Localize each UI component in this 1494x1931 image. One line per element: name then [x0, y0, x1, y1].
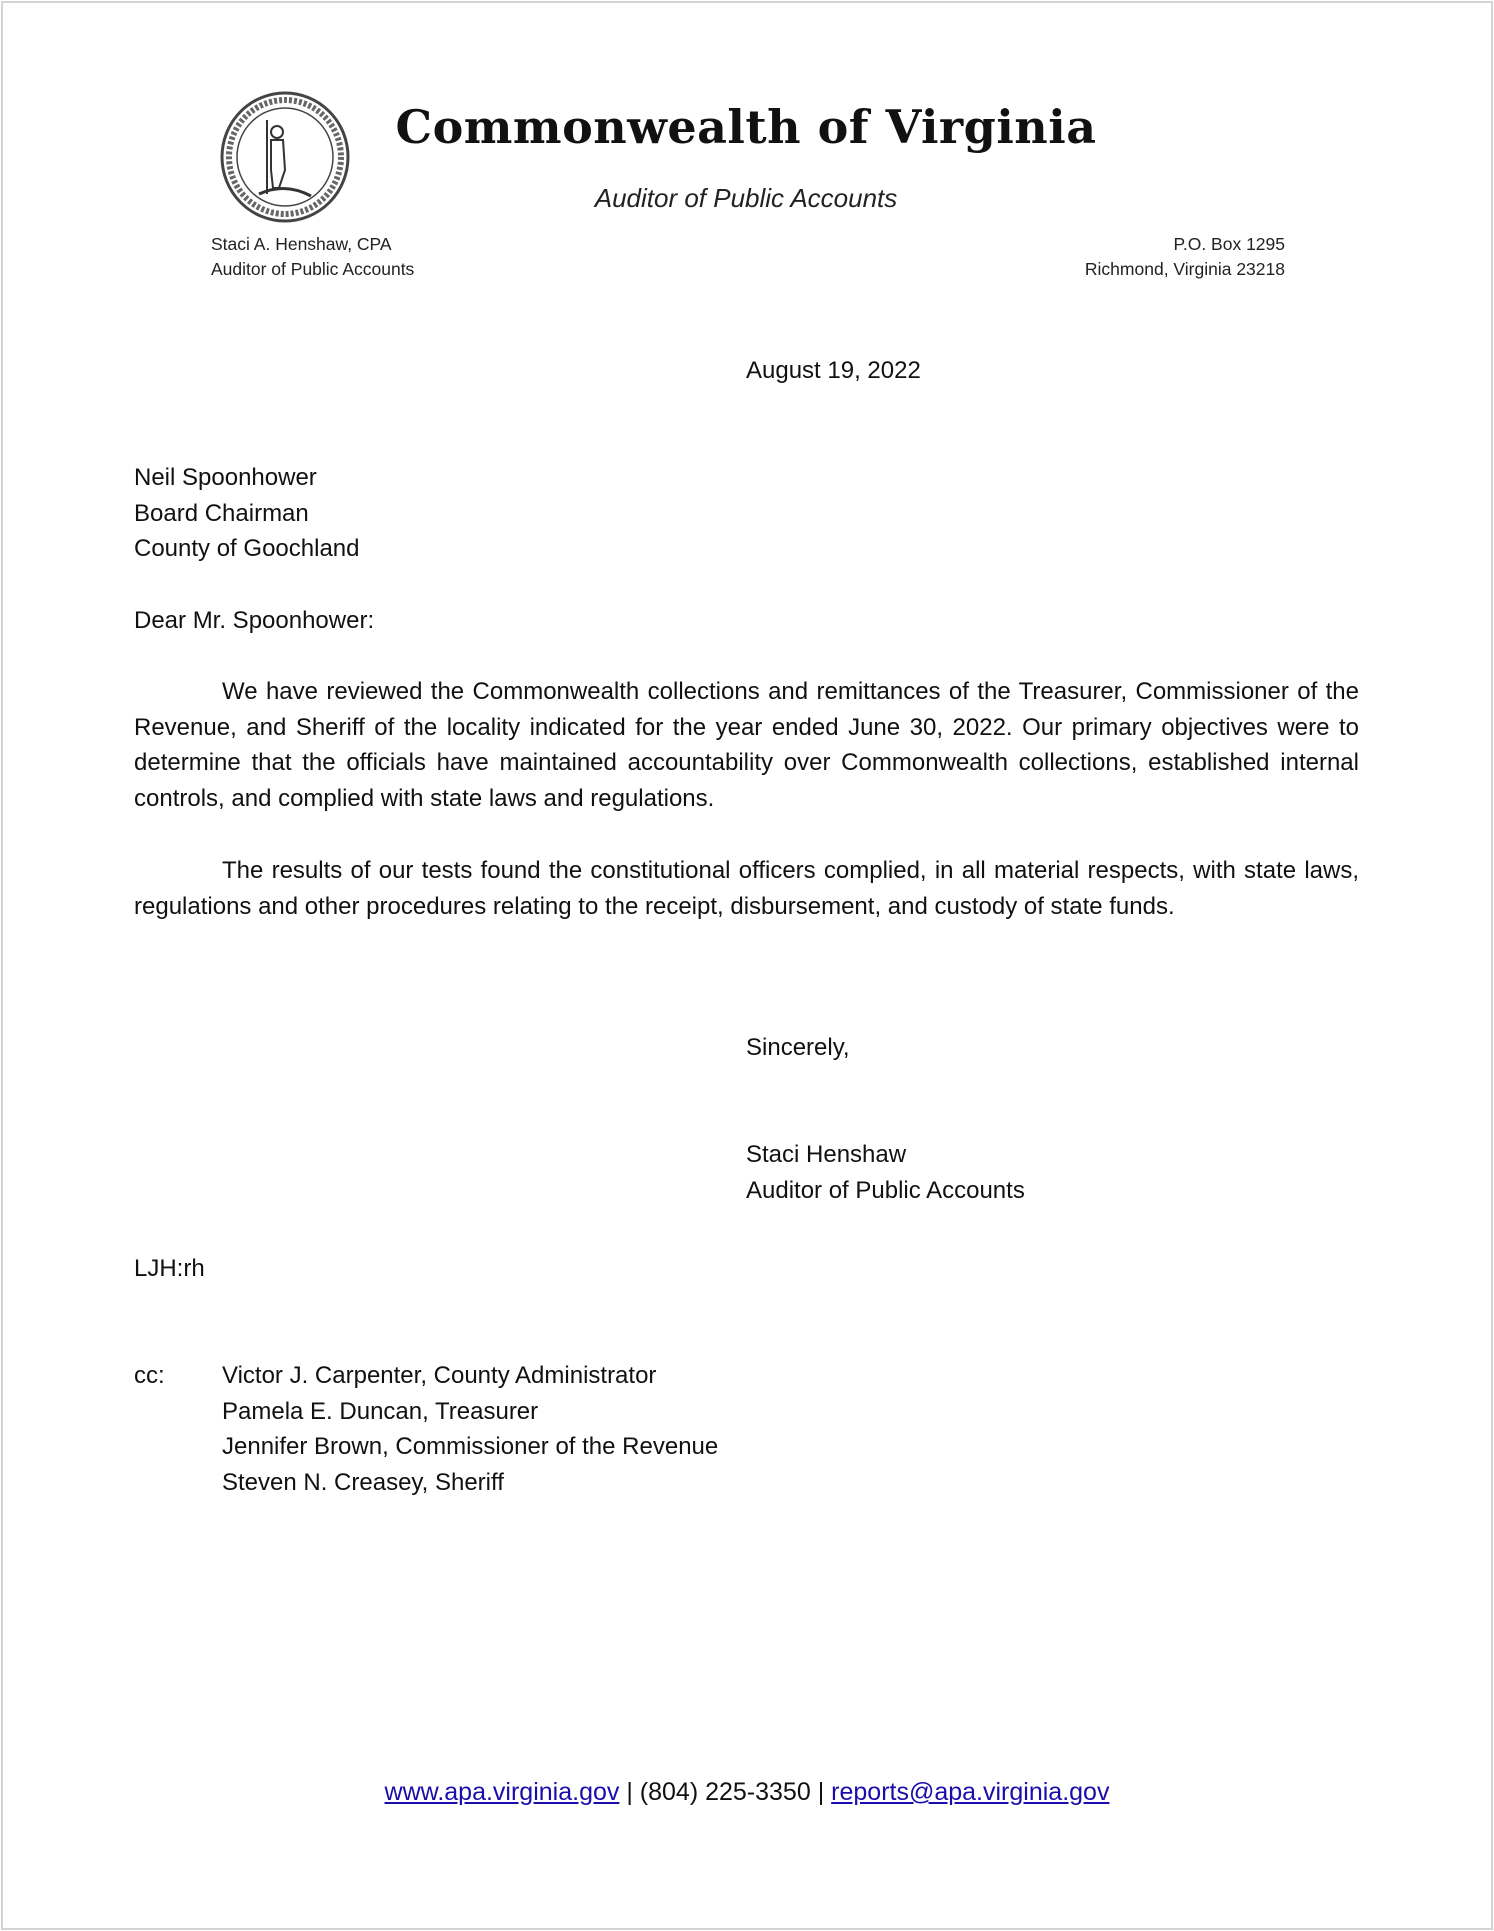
- virginia-seal-icon: [219, 90, 351, 224]
- page-border: [1, 1, 1493, 1930]
- letter-date: August 19, 2022: [746, 357, 921, 384]
- cc-item: Jennifer Brown, Commissioner of the Revenue: [222, 1433, 719, 1461]
- signer-title: Auditor of Public Accounts: [746, 1176, 1025, 1204]
- recipient-title: Board Chairman: [134, 499, 309, 527]
- signer-name: Staci Henshaw: [746, 1141, 907, 1168]
- letterhead-right: [1085, 232, 1285, 282]
- cc-item: Steven N. Creasey, Sheriff: [222, 1469, 504, 1497]
- footer-separator: |: [817, 1778, 825, 1806]
- auditor-title: Auditor of Public Accounts: [211, 259, 415, 279]
- footer-separator: |: [626, 1778, 633, 1806]
- email-link[interactable]: reports@apa.virginia.gov: [831, 1778, 1110, 1806]
- closing: Sincerely,: [746, 1034, 850, 1061]
- recipient-block: [134, 460, 359, 567]
- letterhead-subtitle: Auditor of Public Accounts: [594, 183, 898, 213]
- letterhead-left: [211, 232, 414, 282]
- initials: LJH:rh: [134, 1255, 205, 1282]
- recipient-name: Neil Spoonhower: [134, 464, 317, 491]
- po-box: P.O. Box 1295: [1173, 234, 1285, 254]
- paragraph-text: We have reviewed the Commonwealth collections and remittances of the Treasurer, Commissioner of the Revenue, and Sheriff of the locality indicated for the year ended June 30, 2022. Our primary objectives were to determine that the officials have maintained accountability over Commonwealth collections, established internal controls, and complied with state laws and regulations.: [134, 678, 1359, 813]
- footer: [0, 1778, 1494, 1807]
- salutation: Dear Mr. Spoonhower:: [134, 607, 375, 634]
- body-paragraph-1: [134, 674, 1359, 817]
- signature-block: [746, 1137, 1025, 1208]
- letterhead-title: Commonwealth of Virginia: [395, 100, 1097, 154]
- recipient-org: County of Goochland: [134, 535, 360, 563]
- cc-item: Pamela E. Duncan, Treasurer: [222, 1397, 539, 1425]
- phone-number: (804) 225-3350: [639, 1778, 811, 1806]
- website-link[interactable]: www.apa.virginia.gov: [384, 1778, 620, 1806]
- auditor-name: Staci A. Henshaw, CPA: [211, 234, 392, 254]
- body-paragraph-2: [134, 853, 1359, 924]
- city-address: Richmond, Virginia 23218: [1084, 259, 1285, 279]
- cc-item: Victor J. Carpenter, County Administrator: [222, 1362, 657, 1389]
- cc-list: [222, 1358, 718, 1501]
- paragraph-text: The results of our tests found the constitutional officers complied, in all material respects, with state laws, regulations and other procedures relating to the receipt, disbursement, and custody of state funds.: [134, 857, 1359, 920]
- cc-label: cc:: [134, 1362, 165, 1389]
